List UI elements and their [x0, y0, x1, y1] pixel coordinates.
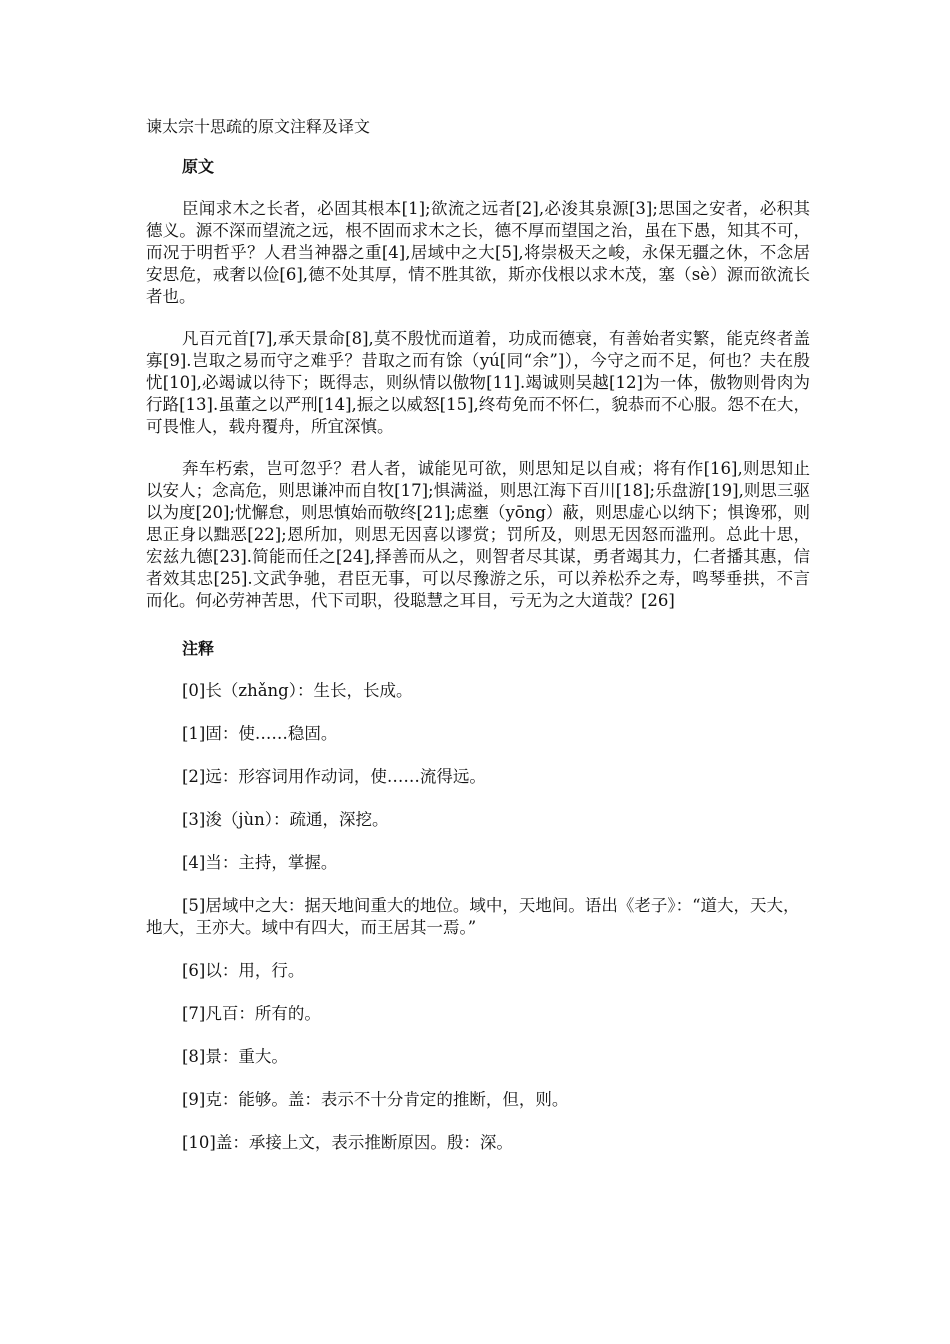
original-paragraph: 奔车朽索，岂可忽乎？君人者，诚能见可欲，则思知足以自戒；将有作[16],则思知止以安人；念高危，则思谦冲而自牧[17];惧满溢，则思江海下百川[18];乐盘游[19],则思三驱以为度[20];忧懈怠，则思慎始而敬终[21];虑壅（yōng）蔽，则思虚心以纳下；惧谗邪，则思正身以黜恶[22];恩所加，则思无因喜以谬赏；罚所及，则思无因怒而滥刑。总此十思，宏兹九德[23].简能而任之[24],择善而从之，则智者尽其谋，勇者竭其力，仁者播其惠，信者效其忠[25].文武争驰，君臣无事，可以尽豫游之乐，可以养松乔之寿，鸣琴垂拱，不言而化。何必劳神苦思，代下司职，役聪慧之耳目，亏无为之大道哉？[26]	[146, 459, 810, 610]
note-item: [2]远：形容词用作动词，使……流得远。	[182, 767, 486, 786]
note-item: [6]以：用，行。	[182, 961, 305, 980]
section-heading-notes: 注释	[182, 639, 215, 658]
note-item: [10]盖：承接上文，表示推断原因。殷：深。	[182, 1133, 513, 1152]
note-item: [3]浚（jùn）：疏通，深挖。	[182, 810, 389, 829]
note-item: [0]长（zhǎng）：生长，长成。	[182, 681, 413, 700]
note-item: [9]克：能够。盖：表示不十分肯定的推断，但，则。	[182, 1090, 569, 1109]
section-heading-original: 原文	[182, 157, 215, 176]
note-item: [4]当：主持，掌握。	[182, 853, 338, 872]
document-page	[146, 116, 810, 1175]
document-title: 谏太宗十思疏的原文注释及译文	[146, 117, 371, 136]
note-item: [7]凡百：所有的。	[182, 1004, 321, 1023]
original-paragraph: 臣闻求木之长者，必固其根本[1];欲流之远者[2],必浚其泉源[3];思国之安者，必积其德义。源不深而望流之远，根不固而求木之长，德不厚而望国之治，虽在下愚，知其不可，而况于明哲乎？人君当神器之重[4],居域中之大[5],将崇极天之峻，永保无疆之休，不念居安思危，戒奢以俭[6],德不处其厚，情不胜其欲，斯亦伐根以求木茂，塞（sè）源而欲流长者也。	[146, 199, 810, 306]
note-item: [1]固：使……稳固。	[182, 724, 338, 743]
original-paragraph: 凡百元首[7],承天景命[8],莫不殷忧而道着，功成而德衰，有善始者实繁，能克终者盖寡[9].岂取之易而守之难乎？昔取之而有馀（yú[同“余”]），今守之而不足，何也？夫在殷忧[10],必竭诚以待下；既得志，则纵情以傲物[11].竭诚则吴越[12]为一体，傲物则骨肉为行路[13].虽董之以严刑[14],振之以威怒[15],终苟免而不怀仁，貌恭而不心服。怨不在大，可畏惟人，载舟覆舟，所宜深慎。	[146, 329, 810, 436]
note-item: [8]景：重大。	[182, 1047, 288, 1066]
note-item: [5]居域中之大：据天地间重大的地位。域中，天地间。语出《老子》：“道大，天大，地大，王亦大。域中有四大，而王居其一焉。”	[146, 896, 800, 937]
